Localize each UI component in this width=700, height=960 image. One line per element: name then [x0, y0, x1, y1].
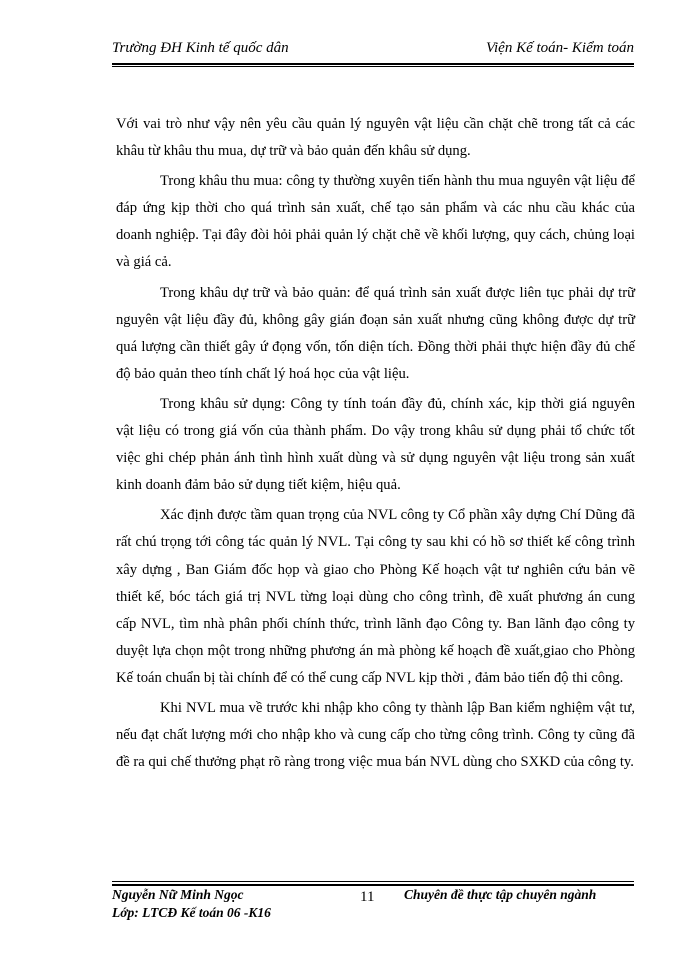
paragraph-3: Trong khâu dự trữ và bảo quản: để quá trình sản xuất được liên tục phải dự trữ nguyên vật liệu đầy đủ, không gây gián đoạn sản xuất nhưng cũng không được dự trữ quá lượng cần thiết gây ứ đọng vốn, tốn diện tích. Đồng thời phải thực hiện đầy đủ chế độ bảo quản theo tính chất lý hoá học của vật liệu.: [116, 284, 635, 382]
paragraph-2: Trong khâu thu mua: công ty thường xuyên tiến hành thu mua nguyên vật liệu để đáp ứng kịp thời cho quá trình sản xuất, chế tạo sản phẩm và các nhu cầu khác của doanh nghiệp. Tại đây đòi hỏi phải quản lý chặt chẽ về khối lượng, quy cách, chủng loại và giá cả.: [116, 173, 635, 271]
footer-rule-thin: [112, 881, 634, 882]
header-rule-thin: [112, 66, 634, 67]
footer-report-title: Chuyên đề thực tập chuyên ngành: [404, 887, 597, 902]
paragraph-1: Với vai trò như vậy nên yêu cầu quản lý nguyên vật liệu cần chặt chẽ trong tất cả các khâu từ khâu thu mua, dự trữ và bảo quản đến khâu sử dụng.: [116, 116, 635, 160]
footer-class: Lớp: LTCĐ Kế toán 06 -K16: [112, 905, 271, 920]
paragraph-6: Khi NVL mua về trước khi nhập kho công ty thành lập Ban kiểm nghiệm vật tư, nếu đạt chất lượng mới cho nhập kho và cung cấp cho từng công trình. Công ty cũng đã đề ra qui chế thưởng phạt rõ ràng trong việc mua bán NVL dùng cho SXKD của công ty.: [116, 699, 635, 771]
document-body: [116, 111, 635, 776]
paragraph-5: Xác định được tầm quan trọng của NVL công ty Cổ phần xây dựng Chí Dũng đã rất chú trọng tới công tác quản lý NVL. Tại công ty sau khi có hồ sơ thiết kế công trình xây dựng , Ban Giám đốc họp và giao cho Phòng Kế hoạch vật tư nghiên cứu bản vẽ thiết kế, bóc tách giá trị NVL từng loại dùng cho công trình, đề xuất phương án cung cấp NVL, tìm nhà phân phối chính thức, trình lãnh đạo Công ty. Ban lãnh đạo công ty duyệt lựa chọn một trong những phương án mà phòng kế hoạch đề xuất,giao cho Phòng Kế toán chuẩn bị tài chính để có thể cung cấp NVL kịp thời , đảm bảo tiến độ thi công.: [116, 507, 635, 686]
footer-author: Nguyễn Nữ Minh Ngọc: [112, 887, 244, 902]
header-rule: [112, 63, 634, 65]
footer-rule: [112, 884, 634, 886]
page-footer: [112, 881, 634, 931]
page-header: [112, 40, 634, 66]
page-number: 11: [360, 889, 375, 905]
paragraph-4: Trong khâu sử dụng: Công ty tính toán đầy đủ, chính xác, kịp thời giá nguyên vật liệu có trong giá vốn của thành phẩm. Do vậy trong khâu sử dụng phải tổ chức tốt việc ghi chép phản ánh tình hình xuất dùng và sử dụng nguyên vật liệu trong sản xuất kinh doanh đảm bảo sử dụng tiết kiệm, hiệu quả.: [116, 395, 635, 494]
header-institute: Viện Kế toán- Kiểm toán: [485, 40, 634, 56]
header-university: Trường ĐH Kinh tế quốc dân: [112, 40, 289, 56]
